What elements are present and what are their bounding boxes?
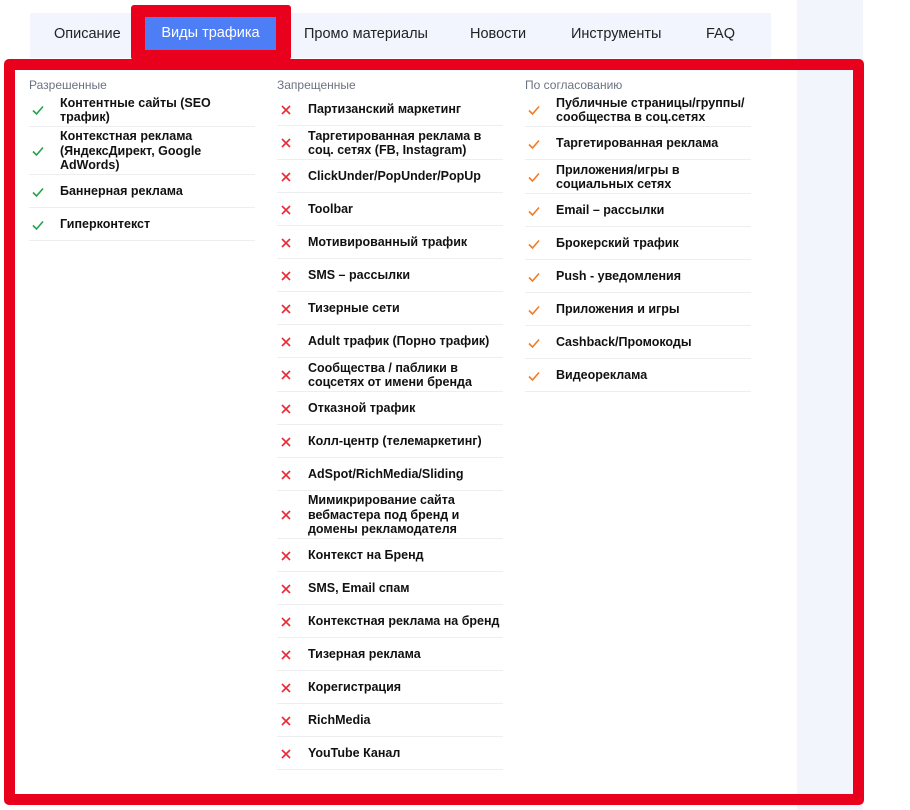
forbidden-list-item (277, 259, 503, 292)
cross-icon (280, 509, 292, 521)
cross-icon (280, 137, 292, 149)
forbidden-list-item (277, 671, 503, 704)
check-icon (528, 370, 540, 382)
on-approval-list-item (525, 227, 751, 260)
list-item-label: Отказной трафик (308, 401, 416, 416)
cross-icon (280, 550, 292, 562)
check-icon (528, 238, 540, 250)
list-item-label: Таргетированная реклама (556, 136, 719, 151)
cross-icon (280, 270, 292, 282)
forbidden-list-item (277, 226, 503, 259)
cross-icon (280, 303, 292, 315)
forbidden-list-item (277, 491, 503, 539)
list-item-label: Email – рассылки (556, 203, 665, 218)
tab-faq[interactable]: FAQ (706, 26, 736, 42)
tab-traffic-types[interactable]: Виды трафика (145, 17, 276, 50)
on-approval-list-item (525, 127, 751, 160)
check-icon (32, 104, 44, 116)
on-approval-list-item (525, 260, 751, 293)
list-item-label: Тизерная реклама (308, 647, 421, 662)
cross-icon (280, 171, 292, 183)
list-item-label: Видеореклама (556, 368, 648, 383)
allowed-list-item (29, 175, 255, 208)
list-item-label: Партизанский маркетинг (308, 102, 462, 117)
list-item-label: Контекстная реклама (ЯндексДирект, Google AdWords) (60, 129, 202, 173)
allowed-list-item (29, 127, 255, 175)
forbidden-list-item (277, 93, 503, 126)
list-item-label: ClickUnder/PopUnder/PopUp (308, 169, 481, 184)
cross-icon (280, 583, 292, 595)
cross-icon (280, 336, 292, 348)
list-item-label: YouTube Канал (308, 746, 401, 761)
list-item-label: Push - уведомления (556, 269, 681, 284)
list-item-label: Мотивированный трафик (308, 235, 468, 250)
on-approval-list-item (525, 93, 751, 127)
list-item-label: Колл-центр (телемаркетинг) (308, 434, 482, 449)
list-item-label: Сообщества / паблики в соцсетях от имени бренда (308, 360, 472, 389)
cross-icon (280, 682, 292, 694)
list-item-label: Контекст на Бренд (308, 548, 424, 563)
check-icon (528, 271, 540, 283)
forbidden-list-item (277, 737, 503, 770)
list-item-label: Adult трафик (Порно трафик) (308, 334, 490, 349)
list-item-label: Баннерная реклама (60, 184, 183, 199)
list-item-label: SMS, Email спам (308, 581, 410, 596)
on-approval-list-item (525, 194, 751, 227)
cross-icon (280, 369, 292, 381)
list-item-label: Брокерский трафик (556, 236, 679, 251)
forbidden-list-item (277, 325, 503, 358)
check-icon (32, 186, 44, 198)
list-item-label: Контентные сайты (SEO трафик) (60, 95, 211, 124)
check-icon (528, 171, 540, 183)
list-item-label: Корегистрация (308, 680, 402, 695)
forbidden-list-item (277, 193, 503, 226)
list-item-label: Toolbar (308, 202, 353, 217)
cross-icon (280, 469, 292, 481)
forbidden-list-item (277, 425, 503, 458)
forbidden-list-item (277, 292, 503, 325)
list-item-label: Приложения и игры (556, 302, 680, 317)
list-item-label: RichMedia (308, 713, 371, 728)
check-icon (528, 104, 540, 116)
check-icon (528, 304, 540, 316)
allowed-column (29, 77, 255, 241)
cross-icon (280, 649, 292, 661)
forbidden-list-item (277, 638, 503, 671)
check-icon (528, 337, 540, 349)
cross-icon (280, 403, 292, 415)
check-icon (32, 219, 44, 231)
forbidden-list-item (277, 458, 503, 491)
allowed-list-item (29, 93, 255, 127)
on-approval-column (525, 77, 751, 392)
allowed-list-item (29, 208, 255, 241)
list-item-label: Приложения/игры в социальных сетях (556, 162, 680, 191)
cross-icon (280, 104, 292, 116)
cross-icon (280, 748, 292, 760)
forbidden-list-item (277, 572, 503, 605)
on-approval-list-item (525, 160, 751, 194)
cross-icon (280, 715, 292, 727)
forbidden-list-item (277, 605, 503, 638)
forbidden-column-title: Запрещенные (277, 78, 356, 92)
check-icon (528, 138, 540, 150)
tab-promo-materials[interactable]: Промо материалы (304, 26, 428, 42)
tab-description[interactable]: Описание (54, 26, 121, 42)
list-item-label: AdSpot/RichMedia/Sliding (308, 467, 464, 482)
list-item-label: Таргетированная реклама в соц. сетях (FB, Instagram) (308, 128, 482, 157)
cross-icon (280, 436, 292, 448)
on-approval-column-title: По согласованию (525, 78, 623, 92)
tab-tools[interactable]: Инструменты (571, 26, 662, 42)
forbidden-list-item (277, 704, 503, 737)
tab-news[interactable]: Новости (470, 26, 527, 42)
cross-icon (280, 616, 292, 628)
cross-icon (280, 204, 292, 216)
on-approval-list-item (525, 326, 751, 359)
forbidden-list-item (277, 392, 503, 425)
forbidden-list-item (277, 126, 503, 160)
allowed-column-title: Разрешенные (29, 78, 107, 92)
forbidden-column (277, 77, 503, 770)
forbidden-list-item (277, 160, 503, 193)
on-approval-list-item (525, 293, 751, 326)
list-item-label: Мимикрирование сайта вебмастера под бренд и домены рекламодателя (308, 493, 460, 537)
list-item-label: Публичные страницы/группы/сообщества в соц.сетях (556, 95, 745, 124)
check-icon (528, 205, 540, 217)
cross-icon (280, 237, 292, 249)
list-item-label: Cashback/Промокоды (556, 335, 692, 350)
list-item-label: SMS – рассылки (308, 268, 411, 283)
forbidden-list-item (277, 539, 503, 572)
check-icon (32, 145, 44, 157)
list-item-label: Контекстная реклама на бренд (308, 614, 500, 629)
on-approval-list-item (525, 359, 751, 392)
side-panel (797, 0, 863, 810)
list-item-label: Тизерные сети (308, 301, 400, 316)
forbidden-list-item (277, 358, 503, 392)
list-item-label: Гиперконтекст (60, 217, 151, 232)
